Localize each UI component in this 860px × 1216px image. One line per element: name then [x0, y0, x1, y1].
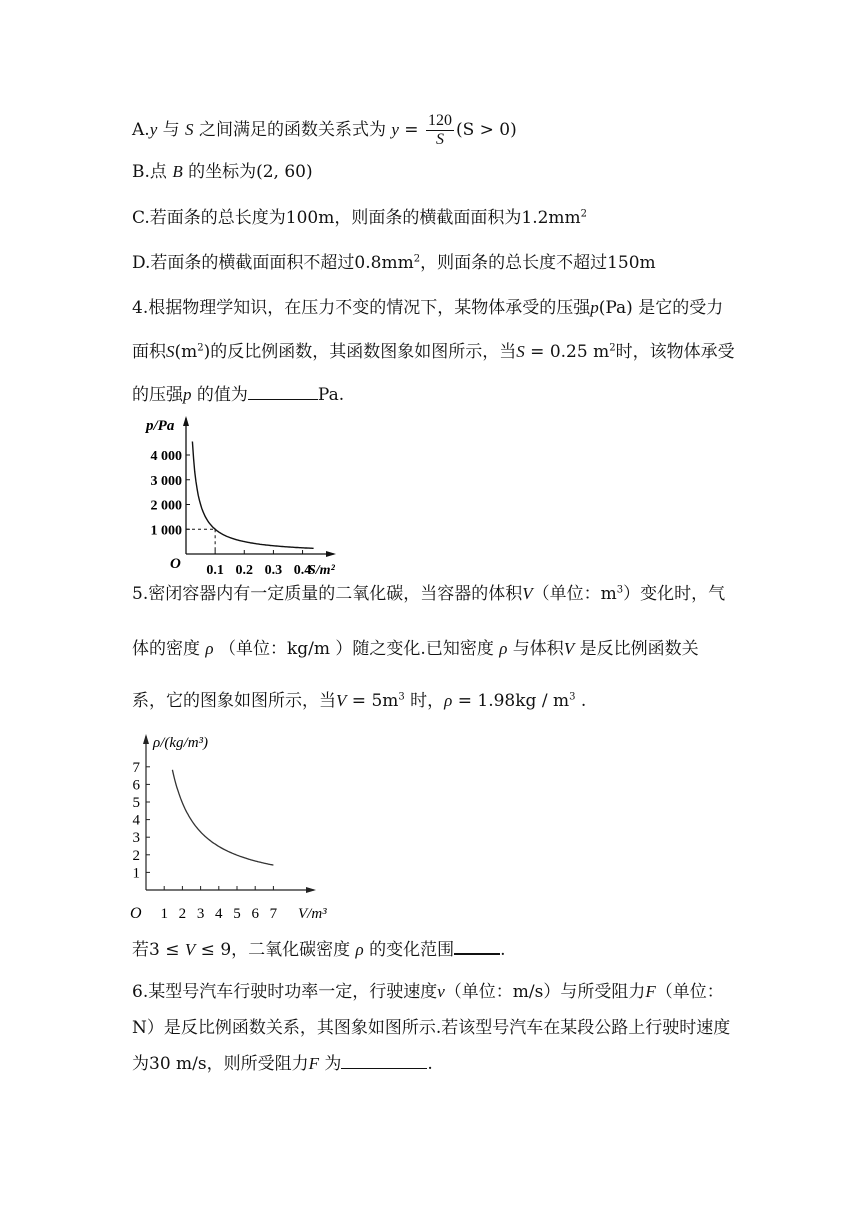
- text: N）是反比例函数关系，其图象如图所示.若该型号汽车在某段公路上行驶时速度: [132, 1018, 731, 1038]
- text: 的压强: [132, 385, 183, 405]
- y-axis-label: ρ/(kg/m³): [153, 735, 209, 751]
- text: 之间满足的函数关系式为: [193, 120, 392, 140]
- var-v: V: [522, 584, 533, 603]
- x-tick-label: 0.3: [264, 563, 283, 578]
- chart1-axes: [144, 416, 336, 578]
- text: 时，: [404, 691, 445, 711]
- y-tick-label: 5: [132, 795, 140, 811]
- text: .: [500, 940, 506, 960]
- x-tick-label: 0.4: [293, 563, 312, 578]
- var-rho: ρ: [444, 691, 453, 710]
- var-rho: ρ: [355, 940, 364, 959]
- text: （单位：m/s）与所受阻力: [444, 982, 646, 1002]
- y-tick-label: 1: [132, 865, 140, 882]
- var-f: F: [645, 982, 656, 1001]
- text: ）变化时，气: [623, 584, 726, 604]
- y-tick-label: 7: [132, 759, 140, 776]
- text: 6.某型号汽车行驶时功率一定，行驶速度: [132, 982, 438, 1002]
- text: 为: [319, 1054, 342, 1074]
- text: 若3 ≤: [132, 940, 185, 960]
- condition: (S > 0): [455, 120, 517, 140]
- option-a-label: A.: [132, 120, 150, 140]
- text: （单位：m: [532, 584, 617, 604]
- equals: =: [398, 120, 424, 140]
- point-b: B: [172, 162, 183, 181]
- x-tick-label: 0.2: [235, 563, 254, 578]
- superscript: 2: [413, 253, 421, 265]
- option-d: [132, 251, 656, 275]
- chart2-ticks: [133, 760, 278, 922]
- text: 体的密度: [132, 639, 206, 659]
- text: .: [427, 1054, 433, 1074]
- text: 是反比例函数关: [574, 639, 699, 659]
- q6-line3: [132, 1052, 433, 1076]
- superscript: 3: [616, 584, 624, 596]
- text: （单位：: [655, 982, 724, 1002]
- text: 系，它的图象如图所示，当: [132, 691, 336, 711]
- q6-line1: [132, 980, 724, 1004]
- var-s: S: [185, 120, 194, 139]
- var-p: p: [590, 298, 599, 317]
- text: = 5m: [346, 691, 399, 711]
- var-v: v: [437, 982, 445, 1001]
- text: 与: [157, 120, 186, 140]
- x-tick-label: 4: [215, 906, 223, 922]
- q5-line3: [132, 689, 586, 713]
- origin-label: O: [170, 556, 181, 572]
- origin-label: O: [130, 905, 142, 922]
- q4-line3: [132, 383, 344, 407]
- text: 4.根据物理学知识，在压力不变的情况下，某物体承受的压强: [132, 298, 591, 318]
- x-tick-label: 2: [178, 906, 187, 922]
- x-tick-label: 7: [269, 906, 278, 922]
- text: ≤ 9，二氧化碳密度: [195, 940, 356, 960]
- y-tick-label: 4: [132, 812, 140, 829]
- text: (Pa) 是它的受力: [598, 298, 724, 318]
- text: 时，该物体承受: [615, 342, 735, 362]
- density-volume-chart: [126, 730, 346, 924]
- y-tick-label: 6: [132, 777, 140, 794]
- var-v: V: [336, 691, 347, 710]
- x-tick-label: 5: [233, 906, 241, 922]
- denominator: S: [435, 131, 444, 148]
- var-s: S: [516, 342, 525, 361]
- text: )的反比例函数，其函数图象如图所示，当: [203, 342, 517, 362]
- text: 为30 m/s，则所受阻力: [132, 1054, 309, 1074]
- x-tick-label: 1: [160, 906, 168, 922]
- var-v: V: [184, 940, 196, 959]
- x-tick-label: 3: [196, 906, 205, 922]
- text: 面积: [132, 342, 166, 362]
- text: .: [575, 691, 587, 711]
- y-tick-label: 3 000: [150, 473, 182, 489]
- var-y: y: [149, 120, 158, 139]
- x-axis-label: V/m³: [298, 906, 327, 922]
- var-p: p: [183, 385, 192, 404]
- text: Pa.: [317, 385, 345, 405]
- inverse-curve: [192, 442, 313, 549]
- y-axis-arrow: [183, 416, 189, 426]
- text: ，则面条的总长度不超过150m: [420, 253, 656, 273]
- superscript: 3: [569, 691, 576, 703]
- text: 的变化范围: [363, 940, 455, 960]
- answer-blank[interactable]: [341, 1068, 427, 1069]
- chart1-curve: [186, 442, 314, 555]
- chart2-curve: [172, 770, 273, 865]
- x-axis-label: S/m²: [308, 563, 335, 578]
- y-tick-label: 2 000: [150, 498, 182, 514]
- y-tick-label: 2: [132, 847, 140, 864]
- superscript: 3: [398, 691, 405, 703]
- q6-line2: [132, 1016, 730, 1040]
- option-b: [132, 160, 313, 184]
- y-axis-label: p/Pa: [146, 418, 175, 434]
- y-tick-label: 3: [132, 830, 140, 847]
- text: = 1.98kg / m: [452, 691, 570, 711]
- text: C.若面条的总长度为100m，则面条的横截面面积为1.2mm: [132, 208, 581, 228]
- text: （单位：kg/m ）随之变化.已知密度: [213, 639, 500, 659]
- text: D.若面条的横截面面积不超过0.8mm: [132, 253, 414, 273]
- text: B.点: [132, 162, 173, 182]
- superscript: 2: [609, 342, 616, 354]
- var-rho: ρ: [499, 639, 508, 658]
- text: 的值为: [191, 385, 248, 405]
- coordinate: (2, 60): [256, 162, 313, 182]
- q5-line2: [132, 637, 699, 661]
- var-v: V: [563, 639, 575, 658]
- var-s: S: [166, 342, 175, 361]
- y-tick-label: 1 000: [150, 523, 182, 539]
- q4-line2: [132, 340, 735, 364]
- option-c: [132, 206, 587, 230]
- y-tick-label: 4 000: [150, 449, 182, 464]
- var-rho: ρ: [205, 639, 214, 658]
- numerator: 120: [427, 112, 452, 129]
- text: 的坐标为: [182, 162, 257, 182]
- answer-blank[interactable]: [454, 953, 500, 955]
- var-y: y: [391, 120, 399, 139]
- x-tick-label: 6: [251, 906, 259, 922]
- text: (m: [174, 342, 198, 362]
- x-axis-arrow: [306, 887, 316, 893]
- var-f: F: [308, 1054, 319, 1073]
- option-a: [132, 112, 517, 149]
- q5-line1: [132, 582, 725, 606]
- text: 5.密闭容器内有一定质量的二氧化碳，当容器的体积: [132, 584, 523, 604]
- superscript: 2: [197, 342, 204, 354]
- inverse-curve: [172, 770, 273, 865]
- x-axis-arrow: [326, 551, 336, 557]
- superscript: 2: [580, 208, 588, 220]
- q4-line1: [132, 296, 723, 320]
- chart2-axes: [130, 734, 327, 922]
- text: = 0.25 m: [524, 342, 610, 362]
- q5-line4: [132, 938, 506, 962]
- y-axis-arrow: [143, 734, 149, 744]
- fraction: [426, 112, 454, 149]
- x-tick-label: 0.1: [206, 563, 224, 578]
- pressure-area-chart: [130, 408, 350, 580]
- answer-blank[interactable]: [248, 399, 318, 400]
- text: 与体积: [507, 639, 564, 659]
